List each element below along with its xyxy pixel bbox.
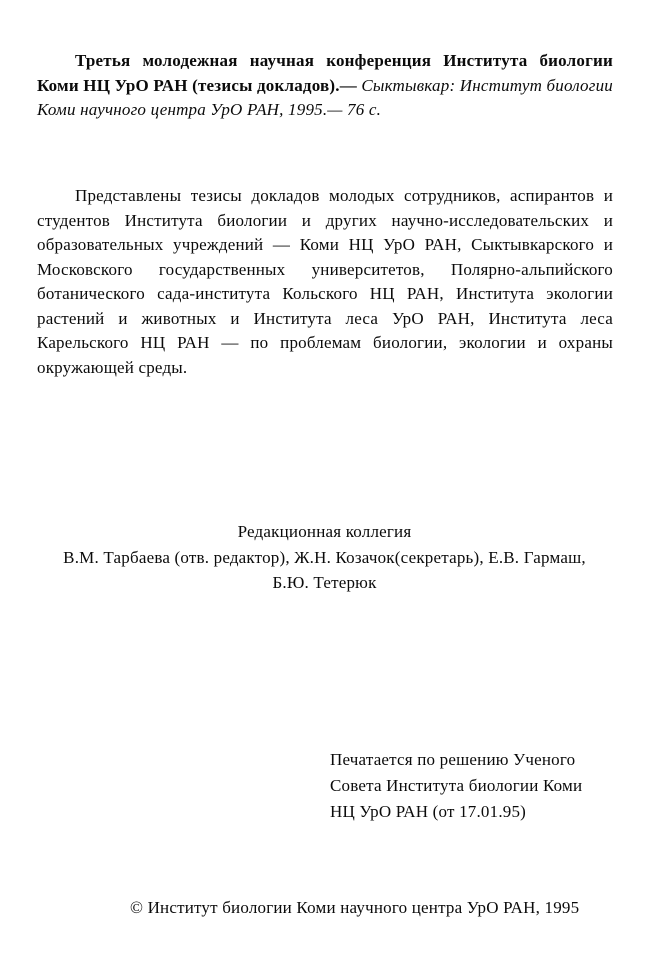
bibliographic-reference-title: Третья молодежная научная конференция Института биологии Коми НЦ УрО РАН (тезисы докладов).— bbox=[37, 51, 613, 95]
print-approval-line3: НЦ УрО РАН (от 17.01.95) bbox=[330, 802, 527, 821]
print-approval-block bbox=[330, 747, 582, 825]
bibliographic-reference bbox=[37, 49, 613, 123]
copyright-notice: © Институт биологии Коми научного центра УрО РАН, 1995 bbox=[130, 898, 580, 917]
print-approval-line2: Совета Института биологии Коми bbox=[330, 776, 583, 795]
abstract-paragraph: Представлены тезисы докладов молодых сотрудников, аспирантов и студентов Института биологии и других научно-исследовательских и образовательных учреждений — Коми НЦ УрО РАН, Сыктывкарского и Московского государственных университетов, Полярно-альпийского ботанического сада-института Кольского НЦ РАН, Института экологии растений и животных и Института леса УрО РАН, Института леса Карельского НЦ РАН — по проблемам биологии, экологии и охраны окружающей среды. bbox=[37, 186, 613, 377]
editorial-board-members-line1: В.М. Тарбаева (отв. редактор), Ж.Н. Козачок(секретарь), Е.В. Гармаш, bbox=[63, 547, 586, 567]
editorial-board-members-line2: Б.Ю. Тетерюк bbox=[272, 573, 377, 592]
bibliographic-reference-imprint: Сыктывкар: Институт биологии Коми научного центра УрО РАН, 1995.— 76 с. bbox=[37, 75, 613, 119]
editorial-board-heading: Редакционная коллегия bbox=[237, 522, 412, 541]
editorial-board-block bbox=[20, 519, 629, 596]
print-approval-line1: Печатается по решению Ученого bbox=[330, 750, 576, 769]
